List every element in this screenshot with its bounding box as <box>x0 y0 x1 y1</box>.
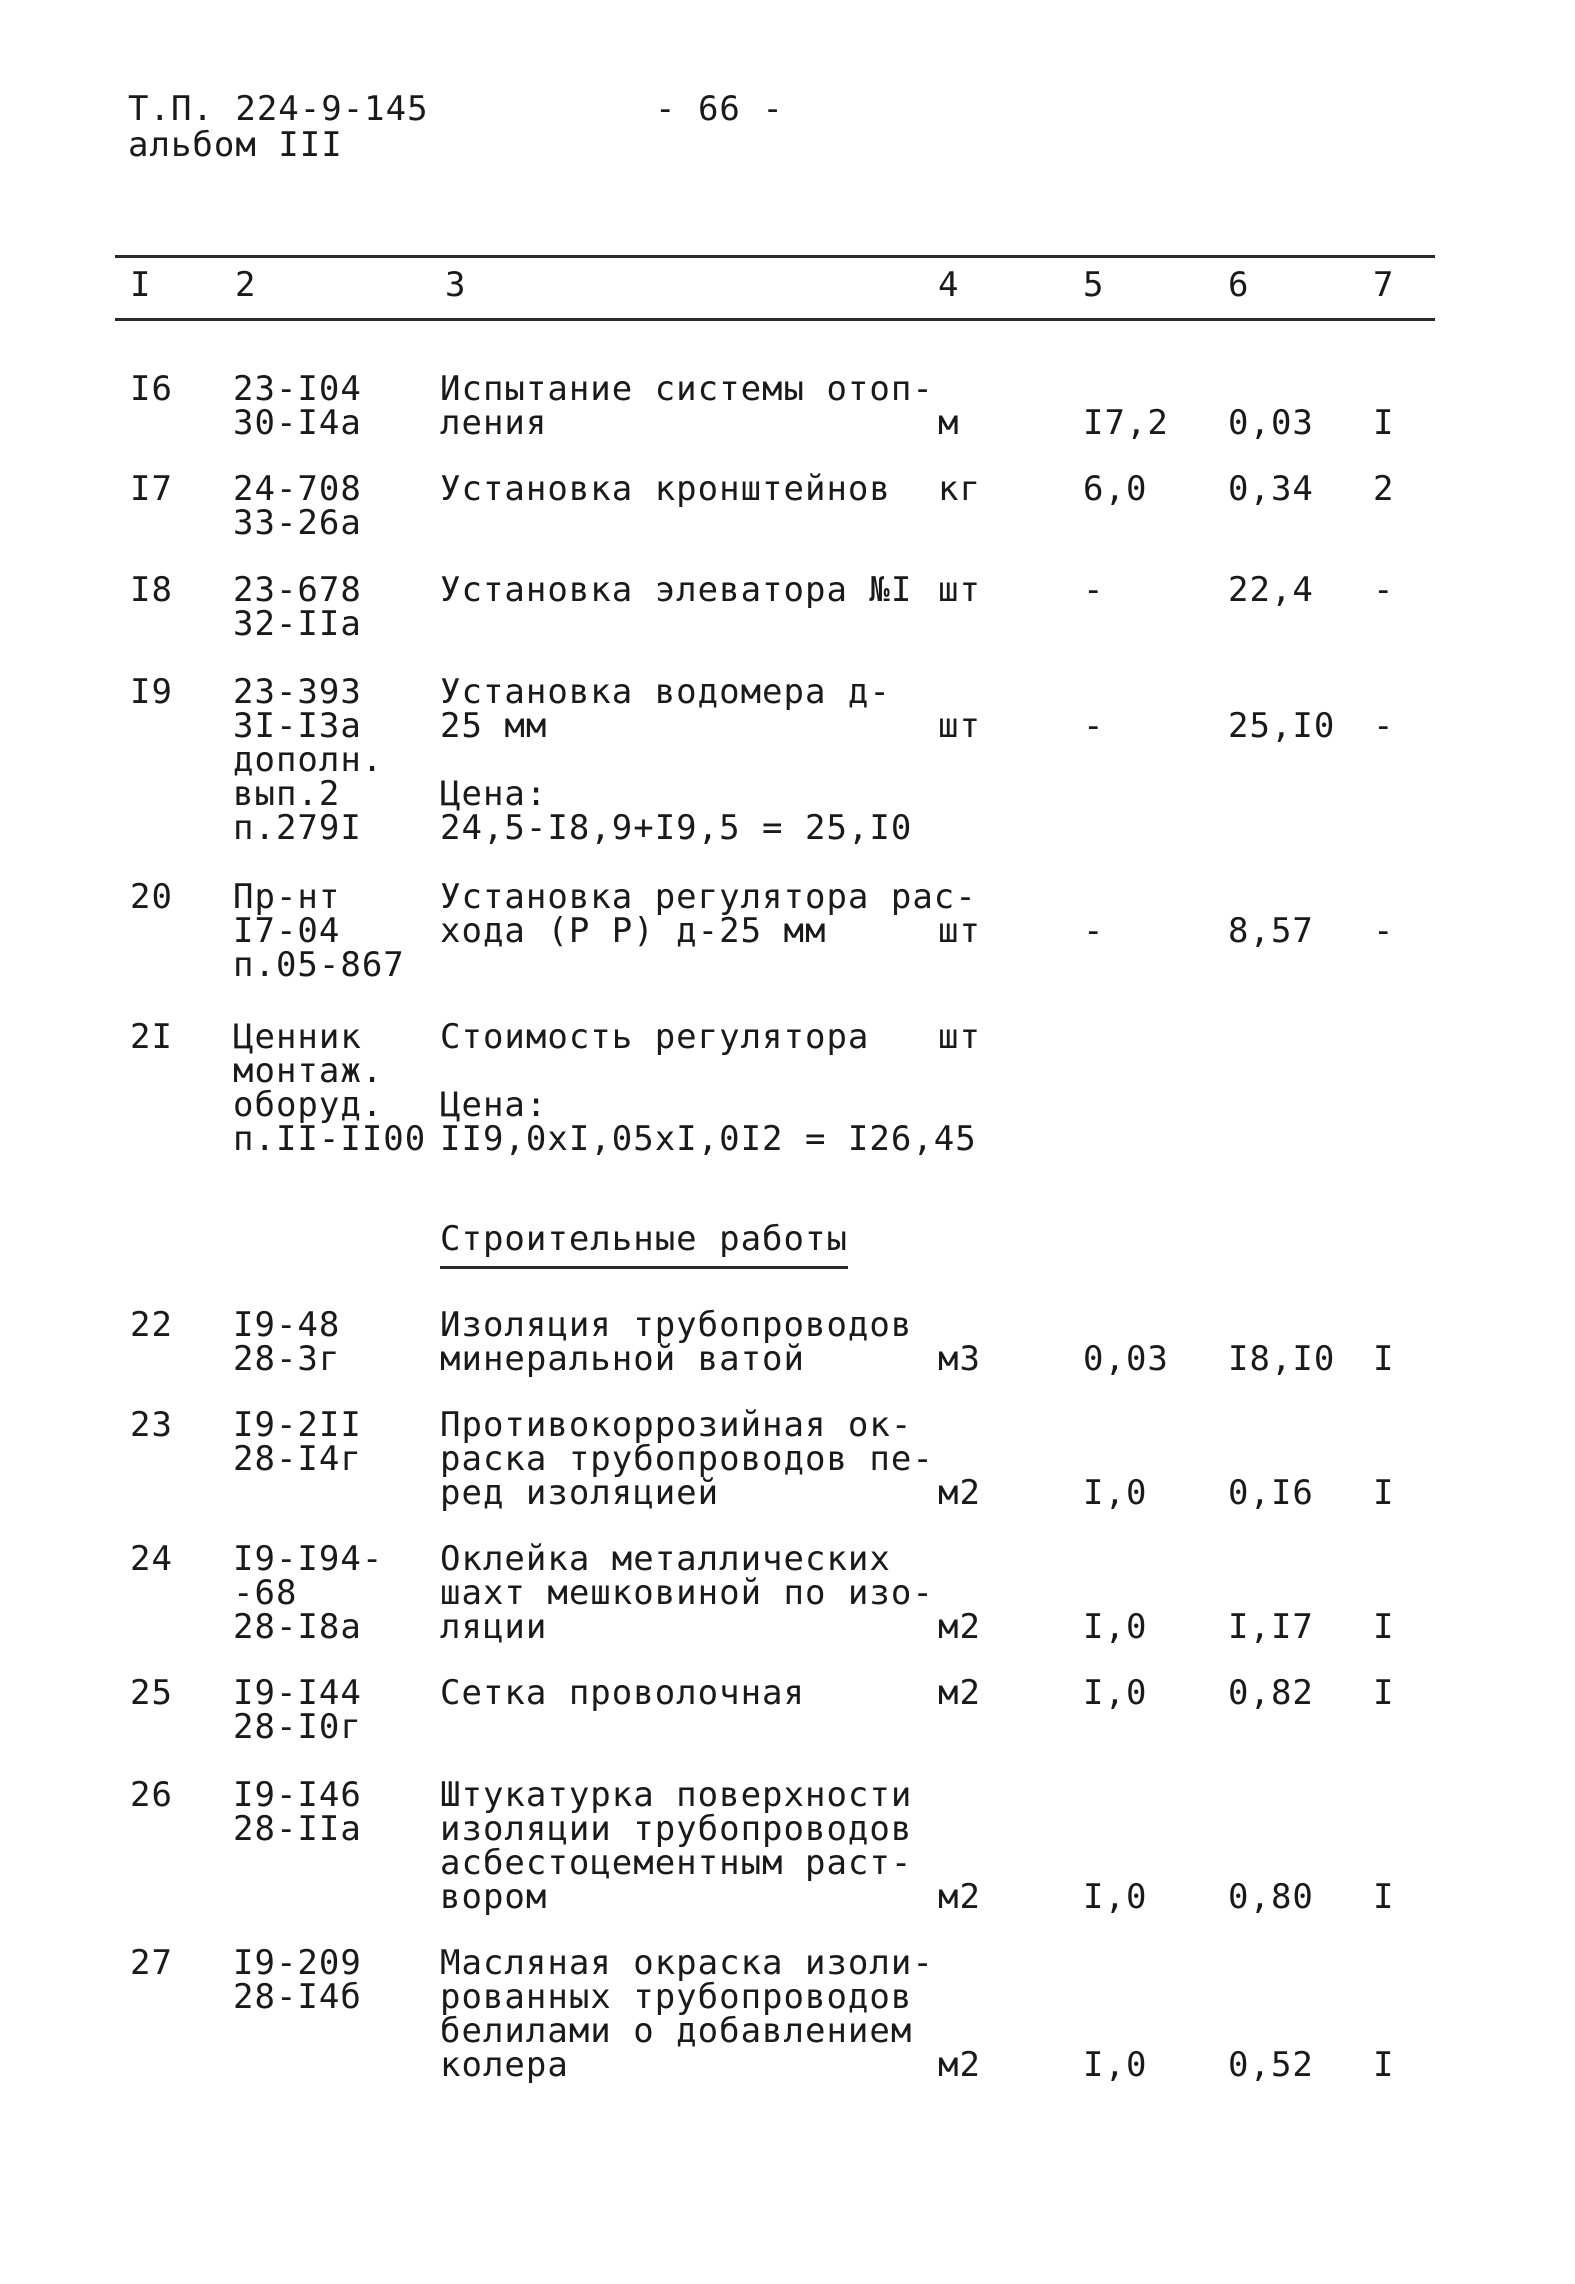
price-note <box>440 774 913 848</box>
description-line: Масляная окраска изоли- <box>440 1943 934 1983</box>
note-line: Цена: <box>440 774 548 814</box>
row-quantity: I,0 <box>1083 1877 1148 1917</box>
code-line: I9-48 <box>233 1305 341 1345</box>
description-line: асбестоцементным раст- <box>440 1843 913 1883</box>
row-quantity: I7,2 <box>1083 403 1169 443</box>
document-code: Т.П. 224-9-145 <box>128 89 429 129</box>
description-line: минеральной ватой <box>440 1339 805 1379</box>
row-unit: м3 <box>938 1339 981 1379</box>
row-cost: 0,34 <box>1228 469 1314 509</box>
row-code <box>233 1305 341 1379</box>
row-col7: I <box>1373 1607 1395 1647</box>
row-description <box>440 672 891 746</box>
row-code <box>233 672 384 848</box>
column-header-1: I <box>130 265 152 305</box>
row-col7: I <box>1373 1673 1395 1713</box>
code-line: 24-708 <box>233 469 362 509</box>
description-line: Оклейка металлических <box>440 1539 891 1579</box>
row-description <box>440 1775 913 1917</box>
code-line: 28-I4б <box>233 1977 362 2017</box>
description-line: Установка элеватора №I <box>440 570 913 610</box>
row-description <box>440 1305 913 1379</box>
code-line: 28-I0г <box>233 1707 362 1747</box>
row-code <box>233 1943 362 2017</box>
code-line: -68 <box>233 1573 298 1613</box>
description-line: шахт мешковиной по изо- <box>440 1573 934 1613</box>
row-unit: шт <box>938 570 981 610</box>
table-header-rule <box>115 318 1435 321</box>
row-quantity: 6,0 <box>1083 469 1148 509</box>
row-col7: - <box>1373 706 1395 746</box>
row-cost: I,I7 <box>1228 1607 1314 1647</box>
code-line: п.05-867 <box>233 945 405 985</box>
row-cost: 25,I0 <box>1228 706 1336 746</box>
description-line: Противокоррозийная ок- <box>440 1405 913 1445</box>
row-unit: шт <box>938 911 981 951</box>
code-line: I9-2II <box>233 1405 362 1445</box>
code-line: I9-I44 <box>233 1673 362 1713</box>
row-code <box>233 877 405 985</box>
row-unit: шт <box>938 706 981 746</box>
code-line: 32-IIa <box>233 604 362 644</box>
row-number: 20 <box>130 877 173 917</box>
row-unit: м2 <box>938 1607 981 1647</box>
code-line: 28-I8a <box>233 1607 362 1647</box>
row-number: 25 <box>130 1673 173 1713</box>
row-unit: м2 <box>938 1877 981 1917</box>
row-description <box>440 1405 934 1513</box>
code-line: п.279I <box>233 808 362 848</box>
description-line: изоляции трубопроводов <box>440 1809 913 1849</box>
row-quantity: I,0 <box>1083 1673 1148 1713</box>
row-code <box>233 1673 362 1747</box>
description-line: рованных трубопроводов <box>440 1977 913 2017</box>
row-col7: - <box>1373 911 1395 951</box>
row-number: I7 <box>130 469 173 509</box>
row-quantity: I,0 <box>1083 1473 1148 1513</box>
price-note <box>440 1085 977 1159</box>
row-description <box>440 1943 934 2085</box>
note-line: 24,5-I8,9+I9,5 = 25,I0 <box>440 808 913 848</box>
code-line: 33-26a <box>233 503 362 543</box>
column-header-4: 4 <box>938 265 960 305</box>
row-code <box>233 1539 384 1647</box>
description-line: ления <box>440 403 548 443</box>
row-cost: 22,4 <box>1228 570 1314 610</box>
row-col7: I <box>1373 403 1395 443</box>
row-description <box>440 1017 870 1057</box>
description-line: Стоимость регулятора <box>440 1017 870 1057</box>
row-unit: м2 <box>938 2045 981 2085</box>
row-cost: 8,57 <box>1228 911 1314 951</box>
table-top-rule <box>115 255 1435 258</box>
row-number: 27 <box>130 1943 173 1983</box>
row-cost: 0,52 <box>1228 2045 1314 2085</box>
row-unit: кг <box>938 469 981 509</box>
code-line: 28-IIa <box>233 1809 362 1849</box>
row-code <box>233 1775 362 1849</box>
row-cost: I8,I0 <box>1228 1339 1336 1379</box>
row-description <box>440 469 891 509</box>
row-number: I9 <box>130 672 173 712</box>
row-code <box>233 1405 362 1479</box>
row-description <box>440 1673 805 1713</box>
code-line: 23-393 <box>233 672 362 712</box>
description-line: Установка регулятора рас- <box>440 877 977 917</box>
row-quantity: - <box>1083 911 1105 951</box>
code-line: 23-I04 <box>233 369 362 409</box>
row-col7: I <box>1373 1339 1395 1379</box>
description-line: 25 мм <box>440 706 548 746</box>
description-line: Изоляция трубопроводов <box>440 1305 913 1345</box>
code-line: 23-678 <box>233 570 362 610</box>
row-quantity: - <box>1083 706 1105 746</box>
row-cost: 0,80 <box>1228 1877 1314 1917</box>
code-line: I9-I46 <box>233 1775 362 1815</box>
column-header-6: 6 <box>1228 265 1250 305</box>
row-col7: - <box>1373 570 1395 610</box>
description-line: Испытание системы отоп- <box>440 369 934 409</box>
description-line: Сетка проволочная <box>440 1673 805 1713</box>
description-line: Штукатурка поверхности <box>440 1775 913 1815</box>
code-line: п.II-II00 <box>233 1119 427 1159</box>
description-line: раска трубопроводов пе- <box>440 1439 934 1479</box>
description-line: ляции <box>440 1607 548 1647</box>
row-description <box>440 1539 934 1647</box>
description-line: колера <box>440 2045 569 2085</box>
code-line: I7-04 <box>233 911 341 951</box>
row-cost: 0,03 <box>1228 403 1314 443</box>
code-line: вып.2 <box>233 774 341 814</box>
row-description <box>440 877 977 951</box>
row-number: 2I <box>130 1017 173 1057</box>
column-header-3: 3 <box>445 265 467 305</box>
code-line: оборуд. <box>233 1085 384 1125</box>
row-quantity: 0,03 <box>1083 1339 1169 1379</box>
section-title: Строительные работы <box>440 1222 848 1269</box>
row-description <box>440 369 934 443</box>
description-line: Установка кронштейнов <box>440 469 891 509</box>
row-quantity: I,0 <box>1083 2045 1148 2085</box>
code-line: Ценник <box>233 1017 362 1057</box>
row-unit: м2 <box>938 1673 981 1713</box>
row-quantity: I,0 <box>1083 1607 1148 1647</box>
row-code <box>233 1017 427 1159</box>
row-description <box>440 570 913 610</box>
row-col7: I <box>1373 1877 1395 1917</box>
row-number: I6 <box>130 369 173 409</box>
code-line: Пр-нт <box>233 877 341 917</box>
code-line: 28-3г <box>233 1339 341 1379</box>
row-quantity: - <box>1083 570 1105 610</box>
description-line: хода (Р Р) д-25 мм <box>440 911 827 951</box>
row-number: 22 <box>130 1305 173 1345</box>
code-line: монтаж. <box>233 1051 384 1091</box>
row-number: 23 <box>130 1405 173 1445</box>
row-col7: 2 <box>1373 469 1395 509</box>
description-line: вором <box>440 1877 548 1917</box>
code-line: 3I-I3a <box>233 706 362 746</box>
row-cost: 0,I6 <box>1228 1473 1314 1513</box>
code-line: дополн. <box>233 740 384 780</box>
description-line: белилами о добавлением <box>440 2011 913 2051</box>
description-line: ред изоляцией <box>440 1473 720 1513</box>
row-number: 26 <box>130 1775 173 1815</box>
column-header-7: 7 <box>1373 265 1395 305</box>
row-unit: шт <box>938 1017 981 1057</box>
row-number: I8 <box>130 570 173 610</box>
row-code <box>233 469 362 543</box>
row-col7: I <box>1373 2045 1395 2085</box>
page-number: - 66 - <box>655 89 784 129</box>
row-number: 24 <box>130 1539 173 1579</box>
code-line: 30-I4a <box>233 403 362 443</box>
note-line: Цена: <box>440 1085 548 1125</box>
row-code <box>233 570 362 644</box>
code-line: 28-I4г <box>233 1439 362 1479</box>
album-label: альбом III <box>128 125 343 165</box>
code-line: I9-209 <box>233 1943 362 1983</box>
row-unit: м2 <box>938 1473 981 1513</box>
note-line: II9,0xI,05xI,0I2 = I26,45 <box>440 1119 977 1159</box>
column-header-5: 5 <box>1083 265 1105 305</box>
description-line: Установка водомера д- <box>440 672 891 712</box>
row-code <box>233 369 362 443</box>
row-cost: 0,82 <box>1228 1673 1314 1713</box>
row-unit: м <box>938 403 960 443</box>
code-line: I9-I94- <box>233 1539 384 1579</box>
column-header-2: 2 <box>235 265 257 305</box>
row-col7: I <box>1373 1473 1395 1513</box>
